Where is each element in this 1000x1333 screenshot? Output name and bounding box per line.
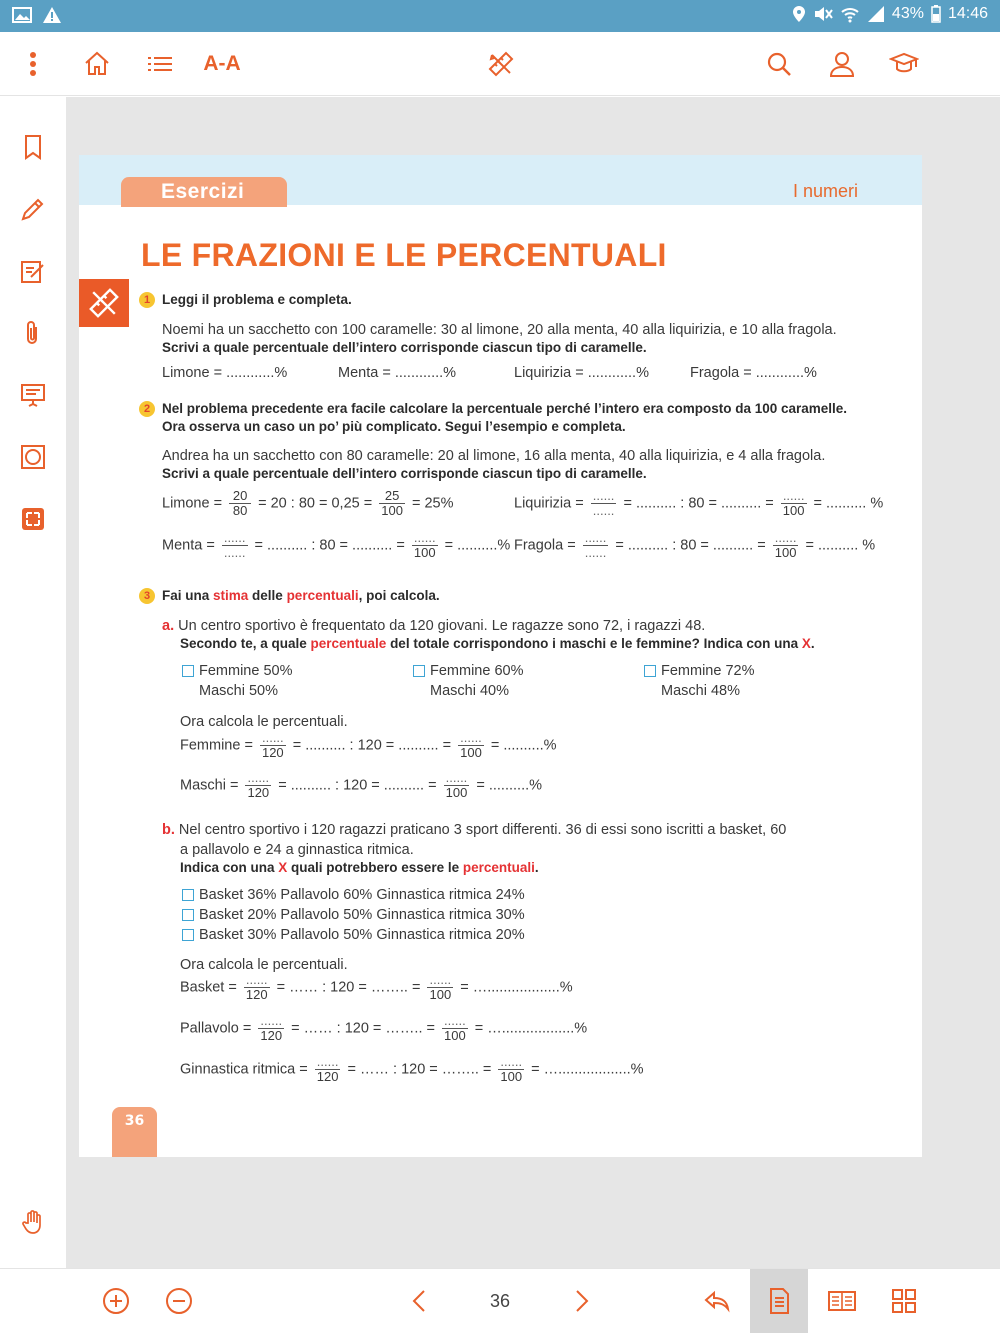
courses-button[interactable] [884, 44, 924, 84]
chapter-label: I numeri [792, 181, 858, 201]
battery-icon [931, 5, 941, 23]
option-checkbox[interactable] [182, 909, 194, 921]
equation-end[interactable]: = ..........% [444, 537, 511, 554]
exercise-instruction: Fai una stima delle percentuali, poi calcola. [162, 588, 440, 603]
bookmark-icon [19, 133, 47, 161]
numerator: 20 [229, 489, 251, 504]
fraction[interactable] [781, 489, 807, 518]
presentation-icon [19, 381, 47, 409]
home-button[interactable] [77, 44, 117, 84]
equation-pallavolo[interactable] [180, 1014, 587, 1043]
single-page-view-button[interactable] [759, 1281, 799, 1321]
equation-middle[interactable]: = .......... : 80 = .......... = [623, 495, 774, 512]
equation-end: = 25% [411, 495, 454, 512]
location-icon [792, 5, 806, 23]
numerator[interactable]: ...... [427, 973, 453, 988]
fraction[interactable] [258, 1014, 284, 1043]
problem-text: Andrea ha un sacchetto con 80 caramelle: 20 al limone, 16 alla menta, 40 alla liquirizia, e 4 alla fragola. [162, 448, 826, 464]
equation-middle: = 20 : 80 = 0,25 = [258, 495, 373, 512]
equation-limone [162, 489, 454, 518]
numerator[interactable]: ...... [781, 489, 807, 504]
numerator[interactable]: ...... [258, 1014, 284, 1029]
equation-label: Femmine = [180, 737, 253, 754]
page-indicator[interactable]: 36 [489, 1291, 511, 1311]
fraction[interactable] [412, 531, 438, 560]
numerator[interactable]: ...... [592, 488, 615, 503]
equation-label: Limone = [162, 495, 223, 512]
graduation-cap-icon [889, 49, 919, 79]
profile-button[interactable] [822, 44, 862, 84]
equation-menta[interactable] [162, 531, 510, 560]
numerator[interactable]: ...... [223, 530, 246, 545]
home-icon [82, 49, 112, 79]
equation-middle[interactable]: = …… : 120 = …….. = [276, 979, 421, 996]
denominator: 100 [413, 545, 436, 560]
exercise-number: 2 [139, 401, 155, 417]
paperclip-icon [19, 319, 47, 347]
equation-fragola[interactable] [514, 531, 875, 560]
equation-middle[interactable]: = …… : 120 = …….. = [347, 1061, 492, 1078]
exercise-badge[interactable] [79, 279, 129, 327]
equation-middle[interactable]: = .......... : 120 = .......... = [278, 777, 437, 794]
numerator[interactable]: ...... [245, 771, 271, 786]
denominator: 120 [260, 1028, 283, 1043]
book-page [79, 155, 922, 1157]
option-checkbox[interactable] [182, 889, 194, 901]
battery-percent: 43% [891, 5, 924, 22]
zoom-out-button[interactable] [159, 1281, 199, 1321]
list-icon [145, 49, 175, 79]
denominator: 100 [381, 503, 403, 518]
pen-tool-button[interactable] [13, 189, 53, 229]
search-button[interactable] [759, 44, 799, 84]
numerator[interactable]: ...... [260, 731, 286, 746]
equation-liquirizia[interactable] [514, 489, 883, 518]
option-label: Femmine 60% [430, 663, 524, 679]
bottom-toolbar [0, 1268, 1000, 1333]
fraction[interactable] [442, 1014, 468, 1043]
denominator: 120 [247, 785, 270, 800]
fraction[interactable] [583, 531, 609, 560]
problem-text: Noemi ha un sacchetto con 100 caramelle: 30 al limone, 20 alla menta, 40 alla liquirizia, e 10 alla fragola. [162, 322, 837, 338]
zoom-out-icon [164, 1286, 194, 1316]
previous-page-button[interactable] [400, 1281, 440, 1321]
warning-icon [42, 6, 62, 24]
subexercise-a: a. Un centro sportivo è frequentato da 120 giovani. Le ragazze sono 72, i ragazzi 48. [162, 618, 706, 634]
fraction [379, 489, 405, 518]
note-edit-icon [19, 257, 47, 285]
denominator: 120 [245, 987, 268, 1002]
exercise-instruction: Leggi il problema e completa. [162, 292, 352, 307]
numerator[interactable]: ...... [244, 973, 270, 988]
fraction[interactable] [260, 731, 286, 760]
option-checkbox[interactable] [182, 665, 194, 677]
equation-middle[interactable]: = …… : 120 = …….. = [291, 1020, 435, 1037]
denominator: 100 [429, 987, 452, 1002]
open-book-icon [827, 1286, 857, 1316]
denominator: 80 [232, 503, 248, 518]
exercise-instruction: Nel problema precedente era facile calcolare la percentuale perché l’intero era composto da 100 caramelle. [162, 401, 848, 416]
denominator[interactable]: ...... [592, 503, 615, 518]
single-page-icon [764, 1286, 794, 1316]
expand-icon [19, 505, 47, 533]
pencil-icon [19, 195, 47, 223]
equation-middle[interactable]: = .......... : 120 = .......... = [292, 737, 452, 754]
numerator[interactable]: ...... [442, 1014, 468, 1029]
equation-label: Menta = [162, 537, 215, 554]
page-title: LE FRAZIONI E LE PERCENTUALI [141, 237, 667, 273]
option-checkbox[interactable] [182, 929, 194, 941]
font-size-button[interactable]: A-A [203, 52, 241, 75]
option-label: Basket 36% Pallavolo 60% Ginnastica ritmica 24% [199, 887, 525, 903]
double-page-view-button[interactable] [822, 1281, 862, 1321]
option-label: Basket 30% Pallavolo 50% Ginnastica ritmica 20% [199, 927, 525, 943]
denominator[interactable]: ...... [223, 545, 246, 560]
fraction [229, 489, 251, 518]
chevron-left-icon [405, 1286, 435, 1316]
hand-icon [19, 1208, 47, 1236]
reply-icon [702, 1286, 732, 1316]
attachments-button[interactable] [13, 313, 53, 353]
search-icon [764, 49, 794, 79]
equation-end[interactable]: = .......... % [813, 495, 884, 512]
more-menu-button[interactable] [13, 44, 53, 84]
status-bar [0, 0, 1000, 32]
denominator: 100 [774, 545, 797, 560]
table-of-contents-button[interactable] [140, 44, 180, 84]
bookmark-button[interactable] [13, 127, 53, 167]
answer-field-menta[interactable]: Menta = ............% [338, 365, 457, 381]
equation-end[interactable]: = …..................% [474, 1020, 588, 1037]
next-page-button[interactable] [561, 1281, 601, 1321]
fraction[interactable] [315, 1055, 341, 1084]
equation-label: Basket = [180, 979, 237, 996]
denominator: 100 [460, 745, 482, 760]
exercise-number: 1 [139, 292, 155, 308]
denominator: 100 [500, 1069, 523, 1084]
calc-instruction: Ora calcola le percentuali. [180, 714, 348, 730]
equation-end[interactable]: = .......... % [805, 537, 876, 554]
zoom-in-button[interactable] [96, 1281, 136, 1321]
denominator: 100 [444, 1028, 466, 1043]
presentation-button[interactable] [13, 375, 53, 415]
page-number: 36 [112, 1107, 157, 1157]
frame-circle-icon [19, 443, 47, 471]
equation-end[interactable]: = ..........% [476, 777, 543, 794]
subexercise-b: b. Nel centro sportivo i 120 ragazzi praticano 3 sport differenti. 36 di essi sono iscritti a basket, 60 [162, 822, 787, 838]
section-tab: Esercizi [121, 177, 287, 207]
hand-tool-button[interactable] [13, 1202, 53, 1242]
equation-label: Fragola = [514, 537, 576, 554]
exercise-instruction: Ora osserva un caso un po’ più complicato. Segui l’esempio e completa. [162, 419, 626, 434]
fraction[interactable] [591, 489, 617, 518]
equation-femmine[interactable] [180, 731, 557, 760]
answer-field-limone[interactable]: Limone = ............% [162, 365, 288, 381]
mute-icon [813, 5, 833, 23]
equation-label: Maschi = [180, 777, 239, 794]
ruler-pencil-icon [486, 49, 516, 79]
denominator: 120 [316, 1069, 339, 1084]
fraction[interactable] [222, 531, 248, 560]
fraction[interactable] [244, 973, 270, 1002]
user-icon [827, 49, 857, 79]
numerator[interactable]: ...... [412, 531, 438, 546]
numerator[interactable]: ...... [444, 771, 470, 786]
grid-view-button[interactable] [884, 1281, 924, 1321]
equation-label: Liquirizia = [514, 495, 584, 512]
denominator: 100 [782, 503, 805, 518]
numerator: 25 [379, 489, 405, 504]
signal-icon [867, 5, 885, 23]
numerator[interactable]: ...... [773, 531, 799, 546]
zoom-in-icon [101, 1286, 131, 1316]
gallery-icon [12, 6, 32, 24]
denominator: 120 [261, 745, 284, 760]
option-label: Maschi 50% [199, 683, 278, 699]
fullscreen-button[interactable] [13, 499, 53, 539]
answer-field-fragola[interactable]: Fragola = ............% [690, 365, 817, 381]
equation-ginnastica[interactable] [180, 1055, 644, 1084]
equation-label: Pallavolo = [180, 1020, 252, 1037]
equation-middle[interactable]: = .......... : 80 = .......... = [615, 537, 766, 554]
option-label: Maschi 48% [661, 683, 740, 699]
wifi-icon [840, 5, 860, 23]
fraction[interactable] [245, 771, 271, 800]
fraction[interactable] [427, 973, 453, 1002]
option-checkbox[interactable] [644, 665, 656, 677]
denominator: 100 [445, 785, 468, 800]
equation-maschi[interactable] [180, 771, 542, 800]
tools-button[interactable] [481, 44, 521, 84]
fraction[interactable] [498, 1055, 524, 1084]
equation-label: Ginnastica ritmica = [180, 1061, 308, 1078]
fraction[interactable] [773, 531, 799, 560]
back-button[interactable] [697, 1281, 737, 1321]
option-label: Femmine 50% [199, 663, 293, 679]
equation-end[interactable]: = …..................% [460, 979, 573, 996]
equation-middle[interactable]: = .......... : 80 = .......... = [254, 537, 405, 554]
subexercise-question: Indica con una X quali potrebbero essere le percentuali. [180, 860, 539, 875]
problem-question: Scrivi a quale percentuale dell’intero corrisponde ciascun tipo di caramelle. [162, 340, 647, 355]
answer-field-liquirizia[interactable]: Liquirizia = ............% [514, 365, 649, 381]
document-viewer[interactable] [66, 97, 1000, 1268]
numerator[interactable]: ...... [458, 731, 484, 746]
fraction[interactable] [444, 771, 470, 800]
frame-button[interactable] [13, 437, 53, 477]
option-checkbox[interactable] [413, 665, 425, 677]
left-sidebar [0, 97, 66, 1268]
exercise-number: 3 [139, 588, 155, 604]
problem-question: Scrivi a quale percentuale dell’intero corrisponde ciascun tipo di caramelle. [162, 466, 647, 481]
fraction[interactable] [458, 731, 484, 760]
equation-basket[interactable] [180, 973, 573, 1002]
grid-icon [889, 1286, 919, 1316]
top-toolbar [0, 32, 1000, 96]
subexercise-text: a pallavolo e 24 a ginnastica ritmica. [180, 842, 414, 858]
option-label: Femmine 72% [661, 663, 755, 679]
calc-instruction: Ora calcola le percentuali. [180, 957, 348, 973]
equation-end[interactable]: = ..........% [490, 737, 557, 754]
option-label: Maschi 40% [430, 683, 509, 699]
clock: 14:46 [947, 5, 988, 22]
more-vertical-icon [18, 49, 48, 79]
notes-button[interactable] [13, 251, 53, 291]
subexercise-question: Secondo te, a quale percentuale del totale corrispondono i maschi e le femmine? Indica con una X. [180, 636, 815, 651]
chevron-right-icon [566, 1286, 596, 1316]
numerator[interactable]: ...... [498, 1055, 524, 1070]
numerator[interactable]: ...... [584, 530, 607, 545]
ruler-pencil-icon [86, 285, 122, 321]
option-label: Basket 20% Pallavolo 50% Ginnastica ritmica 30% [199, 907, 525, 923]
equation-end[interactable]: = …..................% [531, 1061, 644, 1078]
numerator[interactable]: ...... [315, 1055, 341, 1070]
denominator[interactable]: ...... [584, 545, 607, 560]
